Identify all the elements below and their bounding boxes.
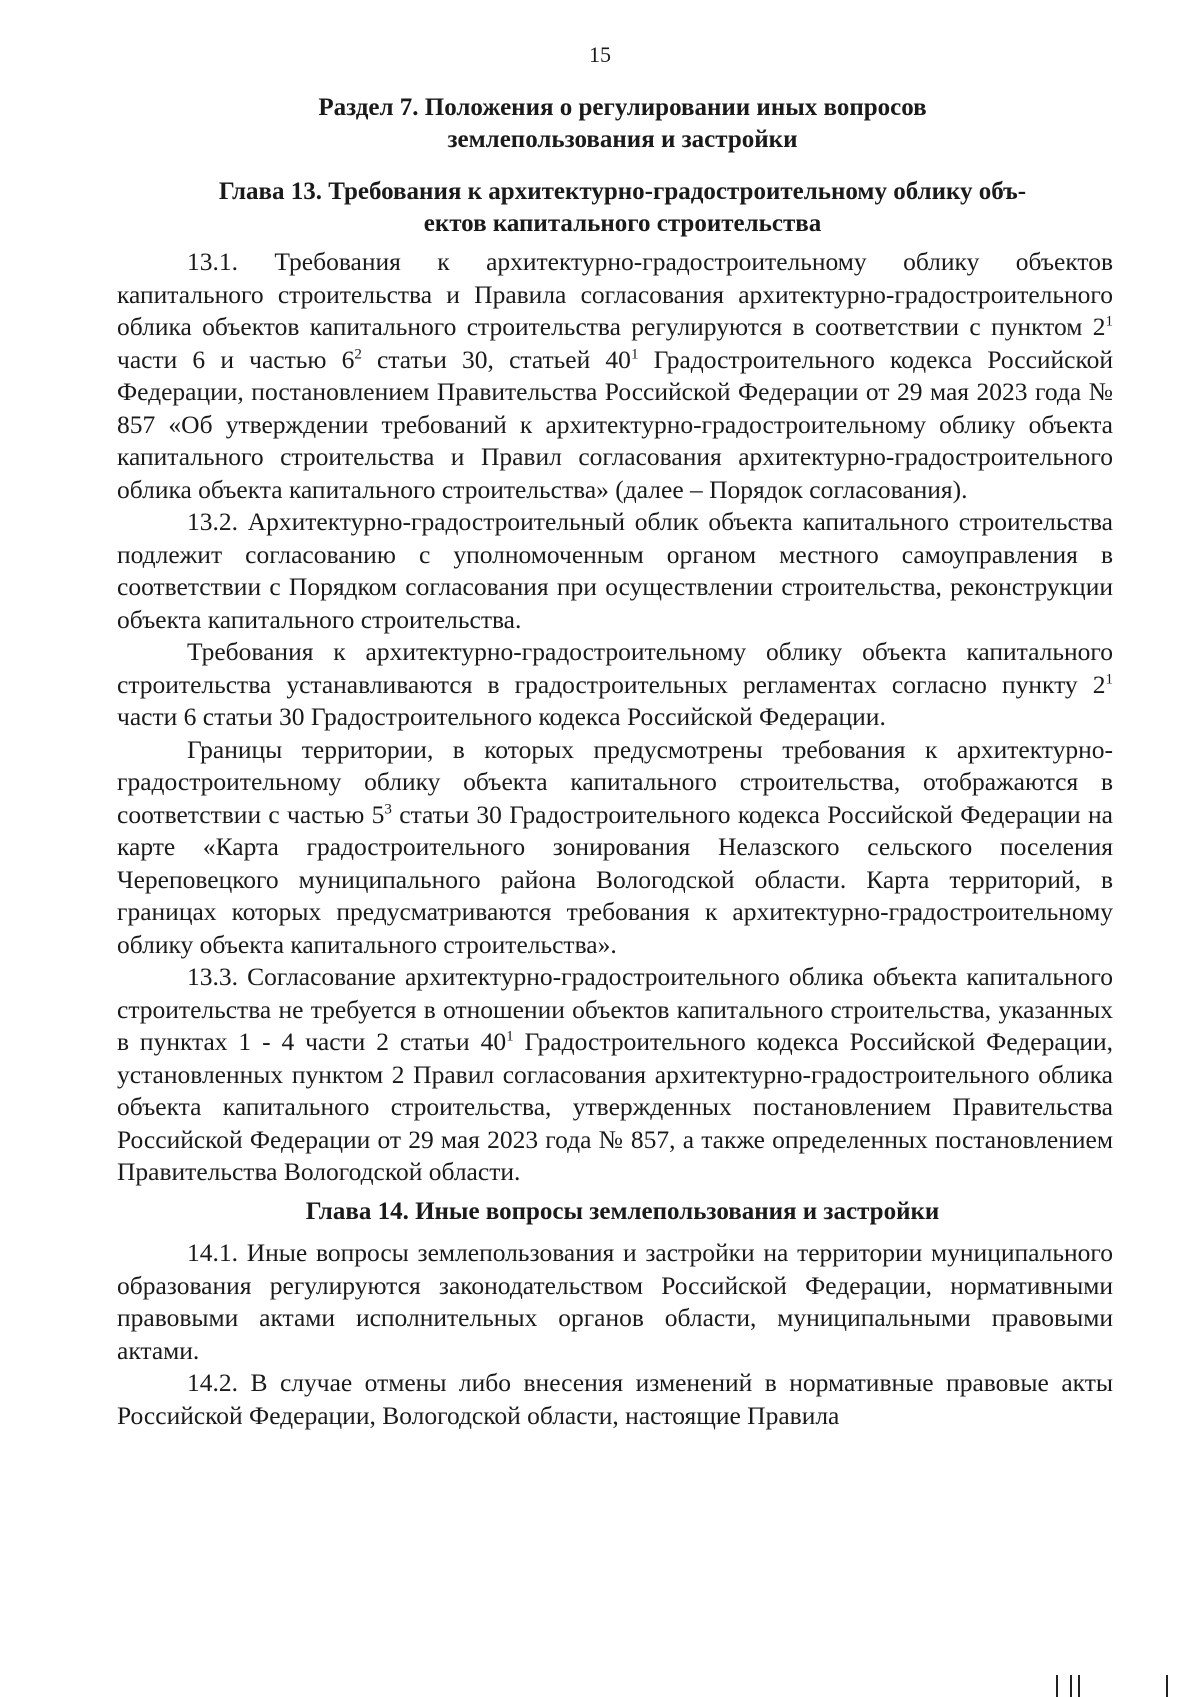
paragraph-13-2-boundaries xyxy=(117,734,1113,962)
paragraph-14-2: 14.2. В случае отмены либо внесения изменений в нормативные правовые акты Российской Федерации, Вологодской области, настоящие Правила xyxy=(117,1368,1113,1430)
paragraph-text-a: Границы территории, в которых предусмотрены требования к архитектурно-градостроительному облику объекта капитального строительства, отображаются в соответствии с частью 5 xyxy=(117,734,1113,829)
paragraph-13-1-text-c: статьи 30, статьей 40 xyxy=(361,344,631,374)
scan-artifact-mark xyxy=(1166,1675,1168,1697)
chapter-13-title-line-1: Глава 13. Требования к архитектурно-градостроительному облику объ- xyxy=(218,178,1027,205)
chapter-13-body xyxy=(117,246,1113,1189)
superscript: 1 xyxy=(1105,313,1113,330)
paragraph-14-1: 14.1. Иные вопросы землепользования и застройки на территории муниципального образования регулируются законодательством Российской Федерации, нормативными правовыми актами исполнительных органов области, муниципальными правовыми актами. xyxy=(117,1238,1113,1365)
paragraph-13-1 xyxy=(117,246,1113,506)
page-number: 15 xyxy=(589,42,611,67)
paragraph-text-b: части 6 статьи 30 Градостроительного кодекса Российской Федерации. xyxy=(117,702,886,731)
scan-artifact-mark xyxy=(1056,1675,1058,1697)
chapter-14-title-text: Глава 14. Иные вопросы землепользования и застройки xyxy=(305,1198,940,1225)
section-title xyxy=(150,92,1095,156)
chapter-14-title xyxy=(150,1196,1095,1228)
superscript: 3 xyxy=(384,801,392,817)
section-title-line-1: Раздел 7. Положения о регулировании иных вопросов xyxy=(318,94,927,121)
superscript: 2 xyxy=(354,346,362,362)
paragraph-13-1-text-d: Градостроительного кодекса Российской Федерации, постановлением Правительства Российской Федерации от 29 мая 2023 года № 857 «Об утверждении требований к архитектурно-градостроительному облику объекта капитального строительства и Правил согласования архитектурно-градостроительного облика объекта капитального строительства» (далее – Порядок согласования). xyxy=(117,344,1113,504)
paragraph-text-a: Требования к архитектурно-градостроительному облику объекта капитального строительства устанавливаются в градостроительных регламентах согласно пункту 2 xyxy=(117,637,1113,699)
paragraph-13-1-text-a: 13.1. Требования к архитектурно-градостроительному облику объектов капитального строительства и Правила согласования архитектурно-градостроительного облика объектов капитального строительства регулируются в соответствии с пунктом 2 xyxy=(117,247,1113,341)
section-title-line-2: землепользования и застройки xyxy=(447,126,798,153)
paragraph-13-2-requirements xyxy=(117,636,1113,734)
superscript: 1 xyxy=(1105,671,1113,687)
superscript: 1 xyxy=(630,346,639,362)
paragraph-text-b: статьи 30 Градостроительного кодекса Российской Федерации на карте «Карта градостроительного зонирования Нелазского сельского поселения Череповецкого муниципального района Вологодской области. Карта территорий, в границах которых предусматриваются требования к архитектурно-градостроительному облику объекта капитального строительства». xyxy=(117,799,1113,959)
chapter-14-body xyxy=(117,1237,1113,1432)
paragraph-13-3-text-b: Градостроительного кодекса Российской Федерации, установленных пунктом 2 Правил согласования архитектурно-градостроительного облика объекта капитального строительства, утвержденных постановлением Правительства Российской Федерации от 29 мая 2023 года № 857, а также определенных постановлением Правительства Вологодской области. xyxy=(117,1027,1113,1186)
chapter-13-title xyxy=(150,176,1095,240)
paragraph-13-1-text-b: части 6 и частью 6 xyxy=(117,344,355,374)
superscript: 1 xyxy=(506,1028,514,1045)
scan-artifact-mark xyxy=(1078,1675,1080,1697)
paragraph-13-2: 13.2. Архитектурно-градостроительный облик объекта капитального строительства подлежит согласованию с уполномоченным органом местного самоуправления в соответствии с Порядком согласования при осуществлении строительства, реконструкции объекта капитального строительства. xyxy=(117,507,1113,634)
paragraph-13-3-text-a: 13.3. Согласование архитектурно-градостроительного облика объекта капитального строительства не требуется в отношении объектов капитального строительства, указанных в пунктах 1 - 4 части 2 статьи 40 xyxy=(117,962,1113,1056)
chapter-13-title-line-2: ектов капитального строительства xyxy=(423,210,822,237)
paragraph-13-3 xyxy=(117,961,1113,1189)
scan-artifact-mark xyxy=(1070,1675,1072,1697)
